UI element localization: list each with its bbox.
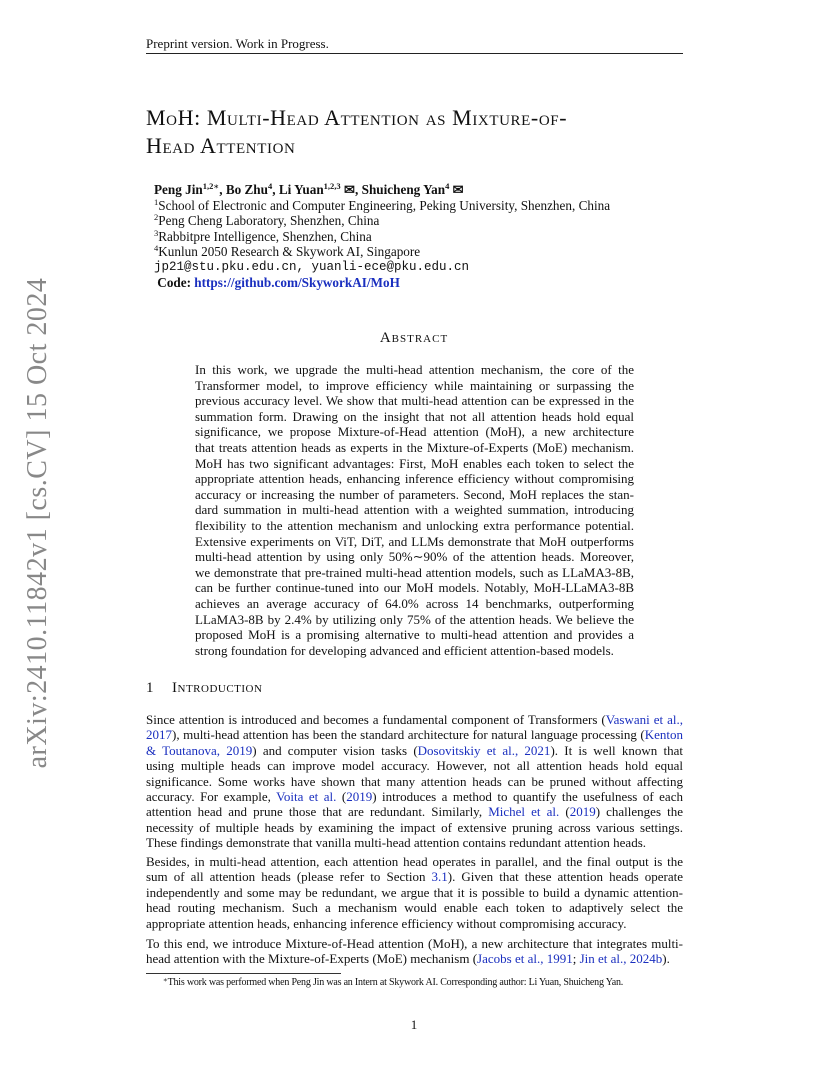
text-run: sum of all attention heads (please refer to Section xyxy=(146,869,432,885)
running-header: Preprint version. Work in Progress. xyxy=(146,36,329,51)
author-sup: 4 xyxy=(267,181,273,191)
affiliation-sup: 4 xyxy=(154,243,159,253)
abstract-line: MoH has two significant advantages: First, MoH enables each token to select the xyxy=(195,455,634,471)
affiliation-sup: 2 xyxy=(154,212,159,222)
paragraph-line xyxy=(146,804,683,819)
abstract-line: flexibility to the attention mechanism and unlocking extra performance potential. xyxy=(195,517,634,533)
title-line-2: Head Attention xyxy=(146,133,296,158)
paragraph-line: head routing mechanism. Such a mechanism would enable each token to adaptively select the xyxy=(146,900,683,916)
abstract-line: previous accuracy level. We show that multi-head attention can be expressed in the xyxy=(195,393,634,409)
affiliation-text: Rabbitpre Intelligence, Shenzhen, China xyxy=(158,228,372,244)
author-sup: 1,2∗ xyxy=(202,181,220,191)
paragraph-line: To this end, we introduce Mixture-of-Head attention (MoH), a new architecture that integrates multi- xyxy=(146,936,683,951)
text-run: ; xyxy=(572,951,580,967)
affiliation-4 xyxy=(154,244,694,260)
paragraph-line xyxy=(146,869,683,884)
author-sup: 4 xyxy=(445,181,450,191)
abstract-line: significance, we propose Mixture-of-Head attention (MoH), a new architecture xyxy=(195,424,634,440)
citation-link[interactable]: Kenton xyxy=(644,727,683,743)
section-title: Introduction xyxy=(172,680,263,696)
paragraph-line: significance. Some works have shown that many attention heads can be pruned without affecting xyxy=(146,773,683,789)
abstract-line: achieves an average accuracy of 64.0% across 14 benchmarks, outperforming xyxy=(195,595,634,611)
paragraph-line xyxy=(146,727,683,742)
section-heading-introduction xyxy=(146,680,262,697)
footnote-rule xyxy=(146,973,341,974)
abstract-line: proposed MoH is a promising alternative to multi-head attention and provides a xyxy=(195,627,634,643)
author-emails: jp21@stu.pku.edu.cn, yuanli-ece@pku.edu.cn xyxy=(154,259,470,274)
affiliation-1 xyxy=(154,198,694,214)
paragraph-line: Besides, in multi-head attention, each attention head operates in parallel, and the final output is the xyxy=(146,854,683,869)
abstract-line: multi-head attention by using only 50%∼90% of the attention heads. Moreover, xyxy=(195,549,634,565)
author-li-yuan: , Li Yuan xyxy=(272,182,324,197)
author-block xyxy=(154,182,694,291)
abstract-line: summation form. Drawing on the insight that not all attention heads hold equal xyxy=(195,408,634,424)
paragraph-line xyxy=(146,789,683,804)
abstract-body xyxy=(195,362,634,658)
affiliation-sup: 1 xyxy=(154,196,159,207)
section-number: 1 xyxy=(146,680,154,696)
paragraph-line: necessity of multiple heads by examining the impact of extensive pruning across various settings. xyxy=(146,819,683,835)
code-line xyxy=(154,275,694,291)
affiliation-text: Kunlun 2050 Research & Skywork AI, Singapore xyxy=(158,244,421,259)
text-run: ) challenges the xyxy=(595,804,683,820)
abstract-line: dard summation in multi-head attention with a weighted summation, introducing xyxy=(195,502,634,518)
text-run: ) introduces a method to quantify the usefulness of each xyxy=(372,789,683,805)
text-run: ( xyxy=(559,804,570,820)
citation-link[interactable]: Jacobs et al., 1991 xyxy=(477,951,573,967)
abstract-line: In this work, we upgrade the multi-head attention mechanism, the core of the xyxy=(195,362,634,377)
author-names xyxy=(154,182,694,198)
citation-link[interactable]: Michel et al. xyxy=(488,804,560,820)
citation-link[interactable]: Vaswani et al., xyxy=(605,712,683,727)
abstract-line: Extensive experiments on ViT, DiT, and LLMs demonstrate that MoH outperforms xyxy=(195,533,634,549)
abstract-line: accuracy or increasing the number of parameters. Second, MoH replaces the stan- xyxy=(195,486,634,502)
author-bo-zhu: , Bo Zhu xyxy=(219,182,268,197)
abstract-line: Transformer model, to improve efficiency while maintaining or surpassing the xyxy=(195,377,634,393)
intro-paragraph-3 xyxy=(146,936,683,967)
affiliation-text: School of Electronic and Computer Engineering, Peking University, Shenzhen, China xyxy=(158,197,611,213)
text-run: ( xyxy=(336,789,347,805)
mail-icon: ✉ xyxy=(452,182,464,197)
citation-link[interactable]: 2019 xyxy=(346,789,373,805)
mail-icon: ✉ xyxy=(343,182,356,197)
text-run: ). It is well known that xyxy=(550,742,683,758)
text-run: ). Given that these attention heads operate xyxy=(447,869,683,885)
citation-link[interactable]: Jin et al., 2024b xyxy=(579,951,663,967)
text-run: accuracy. For example, xyxy=(146,789,277,805)
abstract-line: LLaMA3-8B by 2.4% by utilizing only 75% of the attention heads. We believe the xyxy=(195,611,634,627)
author-peng-jin: Peng Jin xyxy=(154,182,203,197)
page-number: 1 xyxy=(410,1017,418,1032)
header-rule xyxy=(146,53,683,54)
intro-paragraph-1 xyxy=(146,712,683,851)
footnote-text: This work was performed when Peng Jin was an Intern at Skywork AI. Corresponding author: Li Yuan, Shuicheng Yan. xyxy=(167,977,624,988)
paper-title xyxy=(146,104,691,160)
citation-link[interactable]: Voita et al. xyxy=(276,789,337,805)
footnote-mark: ∗ xyxy=(163,976,168,984)
code-label: Code: xyxy=(157,275,195,290)
abstract-line: that treats attention heads as experts in the Mixture-of-Experts (MoE) mechanism. xyxy=(195,439,634,455)
title-line-1: MoH: Multi-Head Attention as Mixture-of- xyxy=(146,105,568,130)
abstract-line: appropriate attention heads, enhancing inference efficiency without compromising xyxy=(195,471,634,487)
affiliation-2 xyxy=(154,213,694,229)
abstract-line: we demonstrate that pre-trained multi-head attention models, such as LLaMA3-8B, xyxy=(195,564,634,580)
text-run: attention head and prune those that are redundant. Similarly, xyxy=(146,804,489,820)
affiliation-text: Peng Cheng Laboratory, Shenzhen, China xyxy=(158,213,380,228)
paragraph-line: using multiple heads can improve model accuracy. However, not all attention heads hold equal xyxy=(146,758,683,774)
code-link[interactable]: https://github.com/SkyworkAI/MoH xyxy=(194,275,400,290)
citation-link[interactable]: & Toutanova, 2019 xyxy=(146,742,253,758)
paragraph-line xyxy=(146,743,683,758)
abstract-line: strong foundation for developing advanced and efficient attention-based models. xyxy=(195,642,614,658)
paragraph-line xyxy=(146,951,683,966)
text-run: head attention with the Mixture-of-Experts (MoE) mechanism ( xyxy=(146,951,478,967)
author-shuicheng-yan: , Shuicheng Yan xyxy=(355,182,446,197)
text-run: ). xyxy=(662,951,670,967)
paragraph-line: independently and some may be redundant, we argue that it is possible to build a dynamic attention- xyxy=(146,884,683,900)
text-run: ), multi-head attention has been the standard architecture for natural language processing ( xyxy=(172,727,645,743)
footnote xyxy=(163,977,623,988)
section-ref-link[interactable]: 3.1 xyxy=(431,869,448,885)
citation-link[interactable]: Dosovitskiy et al., 2021 xyxy=(417,742,551,758)
arxiv-stamp-text: arXiv:2410.11842v1 [cs.CV] 15 Oct 2024 xyxy=(22,277,53,769)
paragraph-line: These findings demonstrate that vanilla multi-head attention contains redundant attention heads. xyxy=(146,835,646,851)
affiliation-sup: 3 xyxy=(154,227,159,238)
abstract-heading: Abstract xyxy=(379,330,449,346)
citation-link[interactable]: 2019 xyxy=(569,804,596,820)
intro-paragraph-2 xyxy=(146,854,683,931)
paragraph-line xyxy=(146,712,683,727)
citation-link[interactable]: 2017 xyxy=(146,727,172,743)
text-run: ) and computer vision tasks ( xyxy=(252,742,418,758)
author-sup: 1,2,3 xyxy=(323,181,341,191)
affiliation-3 xyxy=(154,229,694,245)
abstract-line: can be further continue-tuned into our MoH models. Notably, MoH-LLaMA3-8B xyxy=(195,580,634,596)
paragraph-line: appropriate attention heads, enhancing inference efficiency without compromising accuracy. xyxy=(146,915,627,931)
text-run: Since attention is introduced and becomes a fundamental component of Transformers ( xyxy=(146,712,606,727)
